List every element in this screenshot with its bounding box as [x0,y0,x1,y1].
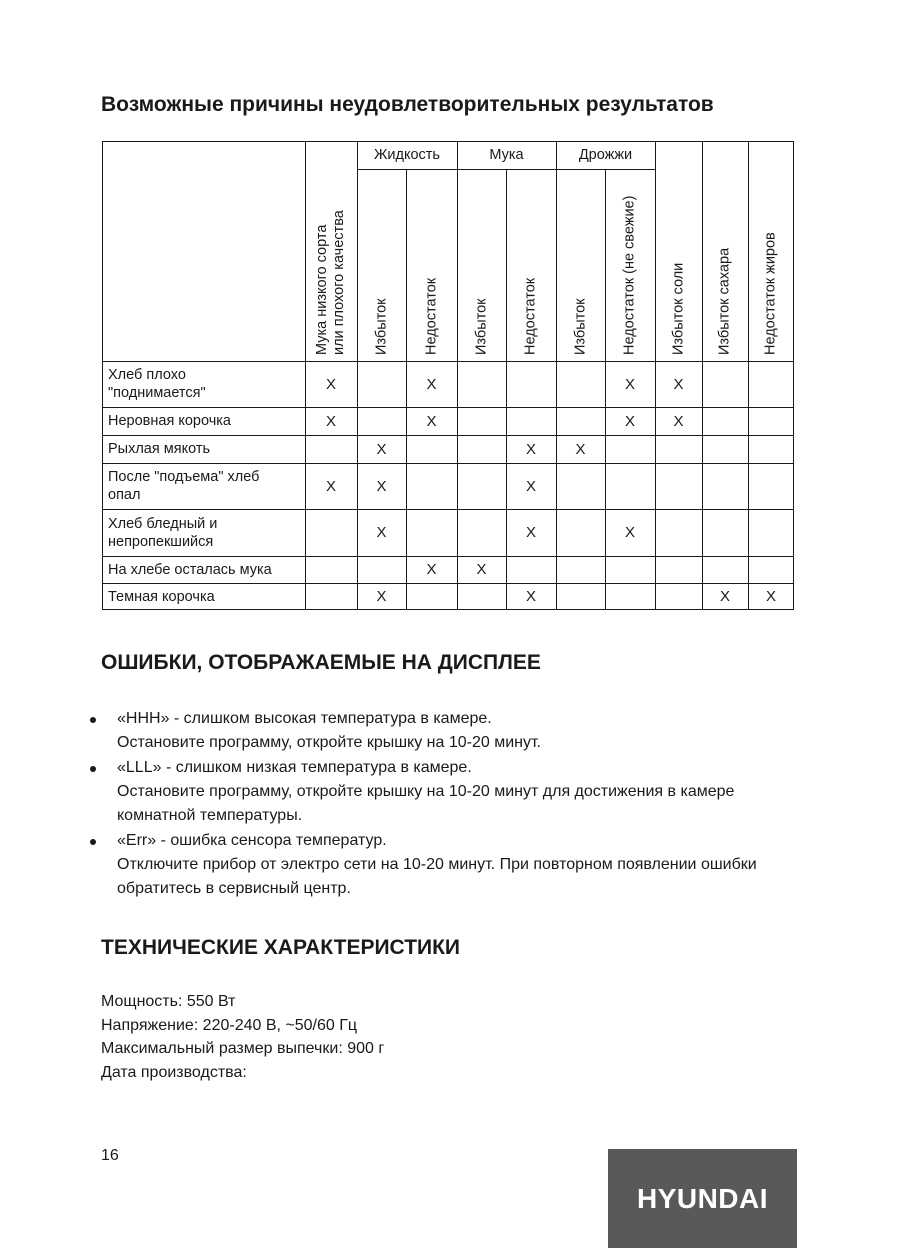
causes-table [102,141,794,610]
cell-mark: X [525,440,536,458]
cell-mark: X [525,477,536,495]
spec-voltage: Напряжение: 220-240 В, ~50/60 Гц [101,1016,358,1034]
cell-mark: X [376,440,387,458]
cell-mark: X [426,412,437,430]
row-label: Темная корочка [108,588,215,605]
error-desc: Отключите прибор от электро сети на 10-20 минут. При повторном появлении ошибки обратитесь в сервисный центр. [117,856,757,897]
row-label: Хлеб плохо "поднимается" [108,367,206,401]
column-header [556,169,605,361]
column-header [748,141,794,361]
spec-date: Дата производства: [101,1063,247,1081]
column-group-header: Мука [489,147,524,163]
error-title: «Err» - ошибка сенсора температур. [117,832,387,849]
column-group-header: Дрожжи [578,147,633,163]
cell-mark: X [719,588,730,605]
brand-logo [608,1149,797,1248]
cell-mark: X [325,375,336,393]
column-header [305,141,357,361]
column-header-label: Избыток [572,298,588,355]
column-header-label: Недостаток [423,277,439,355]
cell-mark: X [624,412,635,430]
row-label: Хлеб бледный и непропекшийся [108,515,218,550]
page-number: 16 [101,1147,119,1164]
error-list [90,707,800,902]
cell-mark: X [426,375,437,393]
section-title-specs: ТЕХНИЧЕСКИЕ ХАРАКТЕРИСТИКИ [101,936,461,959]
column-header-label: Недостаток [522,277,539,355]
bullet-icon [90,717,96,723]
list-item [90,829,800,901]
cell-mark: X [525,524,536,541]
error-title: «HHH» - слишком высокая температура в камере. [117,710,492,727]
column-header [506,169,556,361]
column-header [605,169,655,361]
column-header-label: Мука низкого сорта или плохого качества [314,210,347,355]
row-label: Неровная корочка [108,413,231,429]
column-header-label: Избыток [373,298,389,355]
row-label: После "подъема" хлеб опал [108,469,260,503]
cell-mark: X [575,440,586,458]
cell-mark: X [376,524,387,541]
cell-mark: X [673,375,684,393]
column-header-label: Недостаток (не свежие) [621,195,638,355]
spec-power: Мощность: 550 Вт [101,993,236,1010]
column-header-label: Избыток [473,298,489,355]
cell-mark: X [765,588,776,605]
section-title-errors: ОШИБКИ, ОТОБРАЖАЕМЫЕ НА ДИСПЛЕЕ [101,651,541,674]
cell-mark: X [325,412,336,430]
cell-mark: X [325,477,336,495]
error-desc: Остановите программу, откройте крышку на 10-20 минут. [117,734,541,751]
table-rule [102,141,103,610]
brand-name: HYUNDAI [636,1182,769,1214]
column-header-label: Недостаток жиров [762,232,779,355]
error-desc: Остановите программу, откройте крышку на 10-20 минут для достижения в камере комнатной температуры. [117,783,735,824]
column-header [406,169,457,361]
column-header [457,169,506,361]
column-header-label: Избыток соли [670,262,686,355]
row-label: Рыхлая мякоть [108,441,211,457]
cell-mark: X [426,561,437,578]
cell-mark: X [673,412,684,430]
column-group-header: Жидкость [374,147,440,163]
spec-list [101,990,384,1084]
cell-mark: X [624,375,635,393]
column-header [655,141,702,361]
section-title-causes: Возможные причины неудовлетворительных результатов [101,93,714,116]
cell-mark: X [376,588,387,605]
column-header [357,169,406,361]
bullet-icon [90,766,96,772]
column-header [702,141,748,361]
spec-max-size: Максимальный размер выпечки: 900 г [101,1040,385,1057]
error-title: «LLL» - слишком низкая температура в камере. [117,759,472,776]
column-header-label: Избыток сахара [716,247,733,355]
list-item [90,756,800,828]
row-label: На хлебе осталась мука [108,561,272,578]
list-item [90,707,800,755]
cell-mark: X [525,588,536,605]
cell-mark: X [476,561,487,578]
bullet-icon [90,839,96,845]
cell-mark: X [376,477,387,495]
cell-mark: X [624,524,635,541]
